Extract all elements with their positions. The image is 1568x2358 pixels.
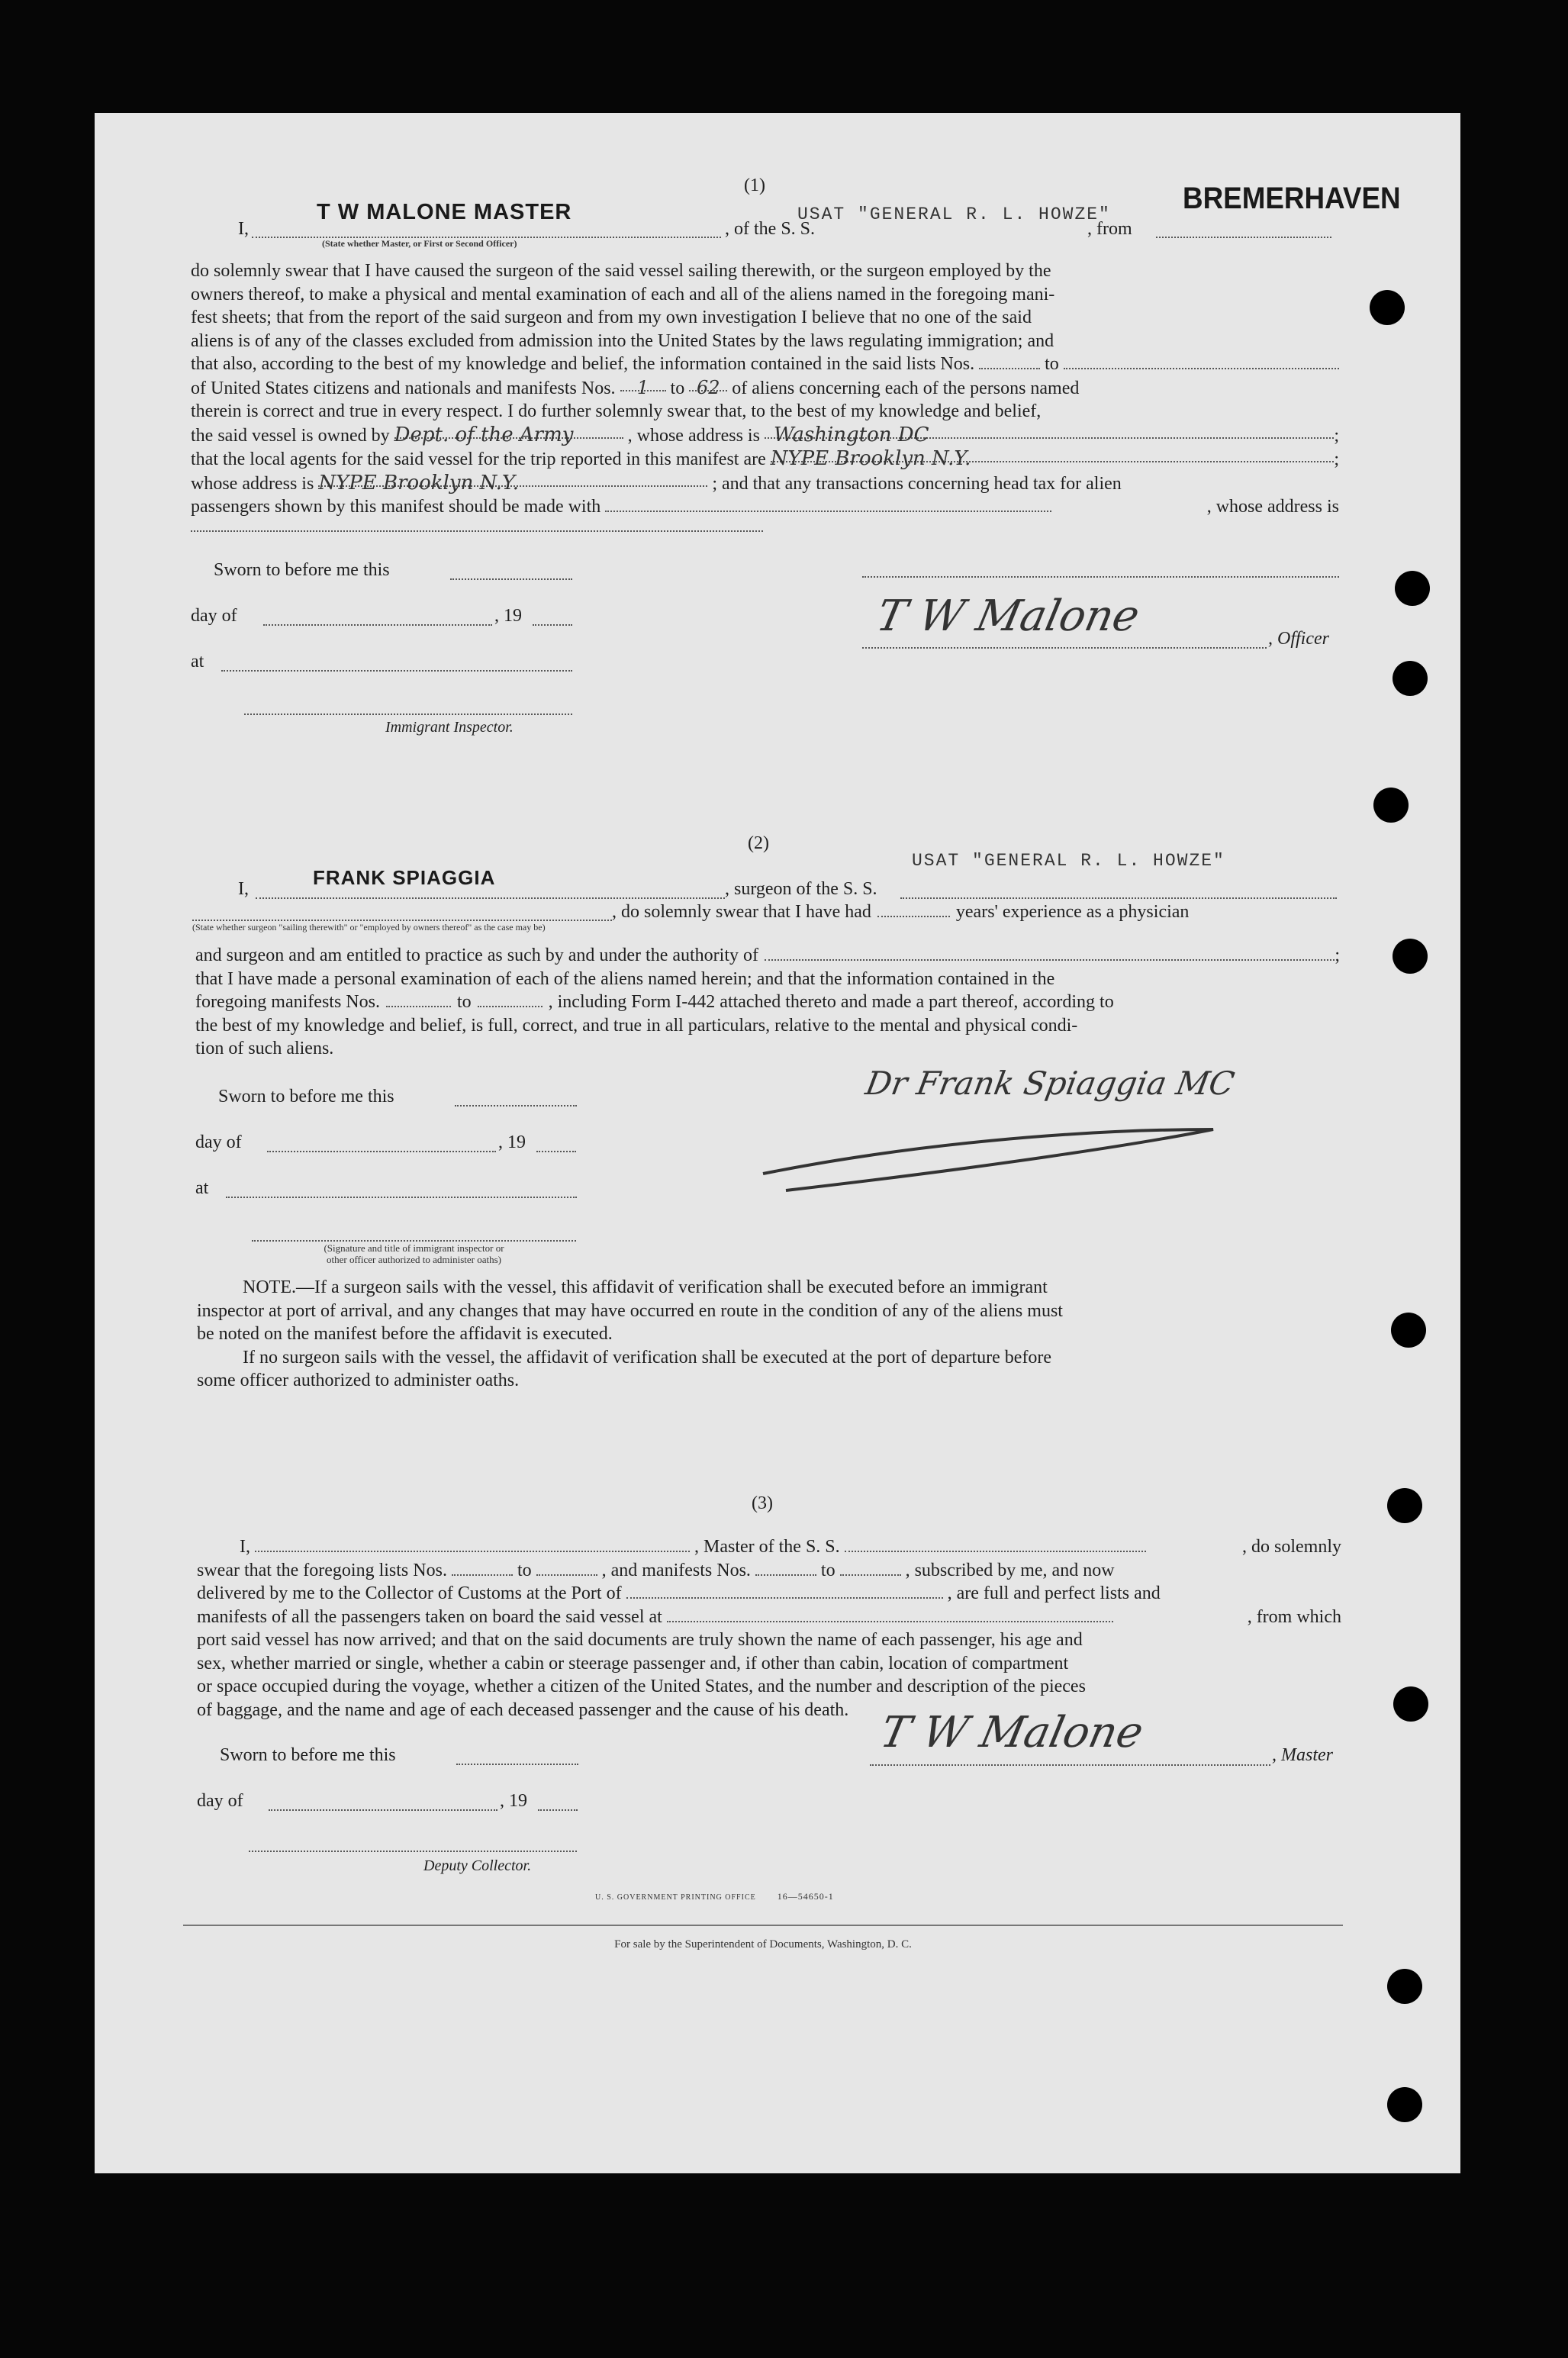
local-agents: NYPE Brooklyn N.Y. <box>771 447 1335 462</box>
day-of-label-1: day of <box>191 606 237 626</box>
punch-hole <box>1373 788 1409 823</box>
from-label: , from <box>1087 219 1132 239</box>
punch-hole <box>1395 571 1430 606</box>
year-label-1: , 19 <box>494 606 522 626</box>
owner-address: Washington DC <box>765 424 1334 439</box>
at-label-1: at <box>191 652 204 672</box>
manifest-to: 62 <box>689 376 727 391</box>
section-1-paragraph: do solemnly swear that I have caused the surgeon of the said vessel sailing therewith, or the surgeon employed by the owners thereof, to make a physical and mental examination of each and all of the aliens named in the foregoing mani- fest sheets; that from the report of the said surgeon and from my own investigation I believe that no one of the said aliens is of any of the classes excluded from admission into the United States by the laws regulating immigration; and that also, according to the best of my knowledge and belief, the information contained in the said lists Nos. to of United States citizens and nationals and manifests Nos. 1 to 62 of aliens concerning each of the persons named therein is correct and true in every respect. I do further solemnly swear that, to the best of my knowledge and belief, the said vessel is owned by Dept. of the Army , whose address is Washington DC ; that the local agents for the said vessel for the trip reported in this manifest are NYPE Brooklyn N.Y. ; whose address is NYPE Brooklyn N.Y. ; and that any transactions concerning head tax for alien passengers shown by this manifest should be made with , whose address is <box>191 261 1339 517</box>
section-3-number: (3) <box>752 1493 773 1513</box>
section-2-i-label: I, <box>238 879 249 899</box>
punch-hole <box>1370 290 1405 325</box>
punch-hole <box>1393 939 1428 974</box>
vessel-name-2: USAT "GENERAL R. L. HOWZE" <box>912 851 1225 871</box>
master-note: (State whether Master, or First or Second Officer) <box>322 238 517 249</box>
punch-hole <box>1387 2087 1422 2122</box>
signature-note: (Signature and title of immigrant inspector or other officer authorized to administer oaths) <box>324 1242 504 1265</box>
sworn-label-1: Sworn to before me this <box>214 560 390 580</box>
sworn-label-2: Sworn to before me this <box>218 1087 394 1107</box>
master-name: T W MALONE MASTER <box>317 200 572 224</box>
immigrant-inspector-label: Immigrant Inspector. <box>385 719 514 736</box>
officer-signature: T W Malone <box>872 591 1144 641</box>
of-the-ss-label: , of the S. S. <box>725 219 816 239</box>
master-signature: T W Malone <box>876 1708 1148 1757</box>
punch-hole <box>1393 1686 1428 1722</box>
year-label-3: , 19 <box>500 1791 527 1811</box>
gpo-imprint: U. S. GOVERNMENT PRINTING OFFICE 16—54650-1 <box>595 1891 834 1902</box>
from-port: BREMERHAVEN <box>1183 182 1401 215</box>
signature-flourish <box>755 1084 1335 1198</box>
section-1-number: (1) <box>744 176 765 195</box>
punch-hole <box>1387 1969 1422 2004</box>
surgeon-of-label: , surgeon of the S. S. <box>725 879 877 899</box>
punch-hole <box>1387 1488 1422 1523</box>
section-2-number: (2) <box>748 833 769 853</box>
at-label-2: at <box>195 1178 209 1198</box>
sale-imprint: For sale by the Superintendent of Documents, Washington, D. C. <box>614 1938 912 1951</box>
day-of-label-3: day of <box>197 1791 243 1811</box>
surgeon-note: (State whether surgeon "sailing therewith" or "employed by owners thereof" as the case may be) <box>192 922 546 933</box>
surgeon-signature: Dr Frank Spiaggia MC <box>862 1065 1238 1102</box>
section-3-paragraph: I, , Master of the S. S. , do solemnly swear that the foregoing lists Nos. to , and manifests Nos. to , subscribed by me, and now delivered by me to the Collector of Customs at the Port of , are full and perfect lists and manifests of all the passengers taken on board the said vessel at , from which port said vessel has now arrived; and that on the said documents are truly shown the name of each passenger, his age and sex, whether married or single, whether a cabin or steerage passenger and, if other than cabin, location of compartment or space occupied during the voyage, whether a citizen of the United States, and the number and description of the pieces of baggage, and the name and age of each deceased passenger and the cause of his death. <box>197 1537 1341 1720</box>
day-of-label-2: day of <box>195 1132 242 1152</box>
section-2-paragraph: and surgeon and am entitled to practice as such by and under the authority of ; that I have made a personal examination of each of the aliens named herein; and that the information contained in the foregoing manifests Nos. to , including Form I-442 attached thereto and made a part thereof, according to the best of my knowledge and belief, is full, correct, and true in all particulars, relative to the mental and physical condi- tion of such aliens. <box>195 945 1340 1058</box>
owner: Dept. of the Army <box>394 424 623 439</box>
punch-hole <box>1393 661 1428 696</box>
punch-hole <box>1391 1313 1426 1348</box>
agents-address: NYPE Brooklyn N.Y. <box>318 472 707 487</box>
note-paragraph: NOTE.—If a surgeon sails with the vessel, this affidavit of verification shall be executed before an immigrant inspector at port of arrival, and any changes that may have occurred en route in the condition of any of the aliens must be noted on the manifest before the affidavit is executed. If no surgeon sails with the vessel, the affidavit of verification shall be executed at the port of departure before some officer authorized to administer oaths. <box>197 1277 1063 1390</box>
section-1-i-label: I, <box>238 219 249 239</box>
sworn-label-3: Sworn to before me this <box>220 1745 396 1765</box>
surgeon-name: FRANK SPIAGGIA <box>313 866 496 889</box>
year-label-2: , 19 <box>498 1132 526 1152</box>
master-label: , Master <box>1272 1745 1333 1765</box>
years-experience-line: , do solemnly swear that I have had years' experience as a physician <box>612 902 1190 922</box>
vessel-name-1: USAT "GENERAL R. L. HOWZE" <box>797 205 1111 224</box>
manifest-from: 1 <box>620 376 666 391</box>
deputy-collector-label: Deputy Collector. <box>423 1857 532 1874</box>
officer-label: , Officer <box>1268 629 1329 649</box>
